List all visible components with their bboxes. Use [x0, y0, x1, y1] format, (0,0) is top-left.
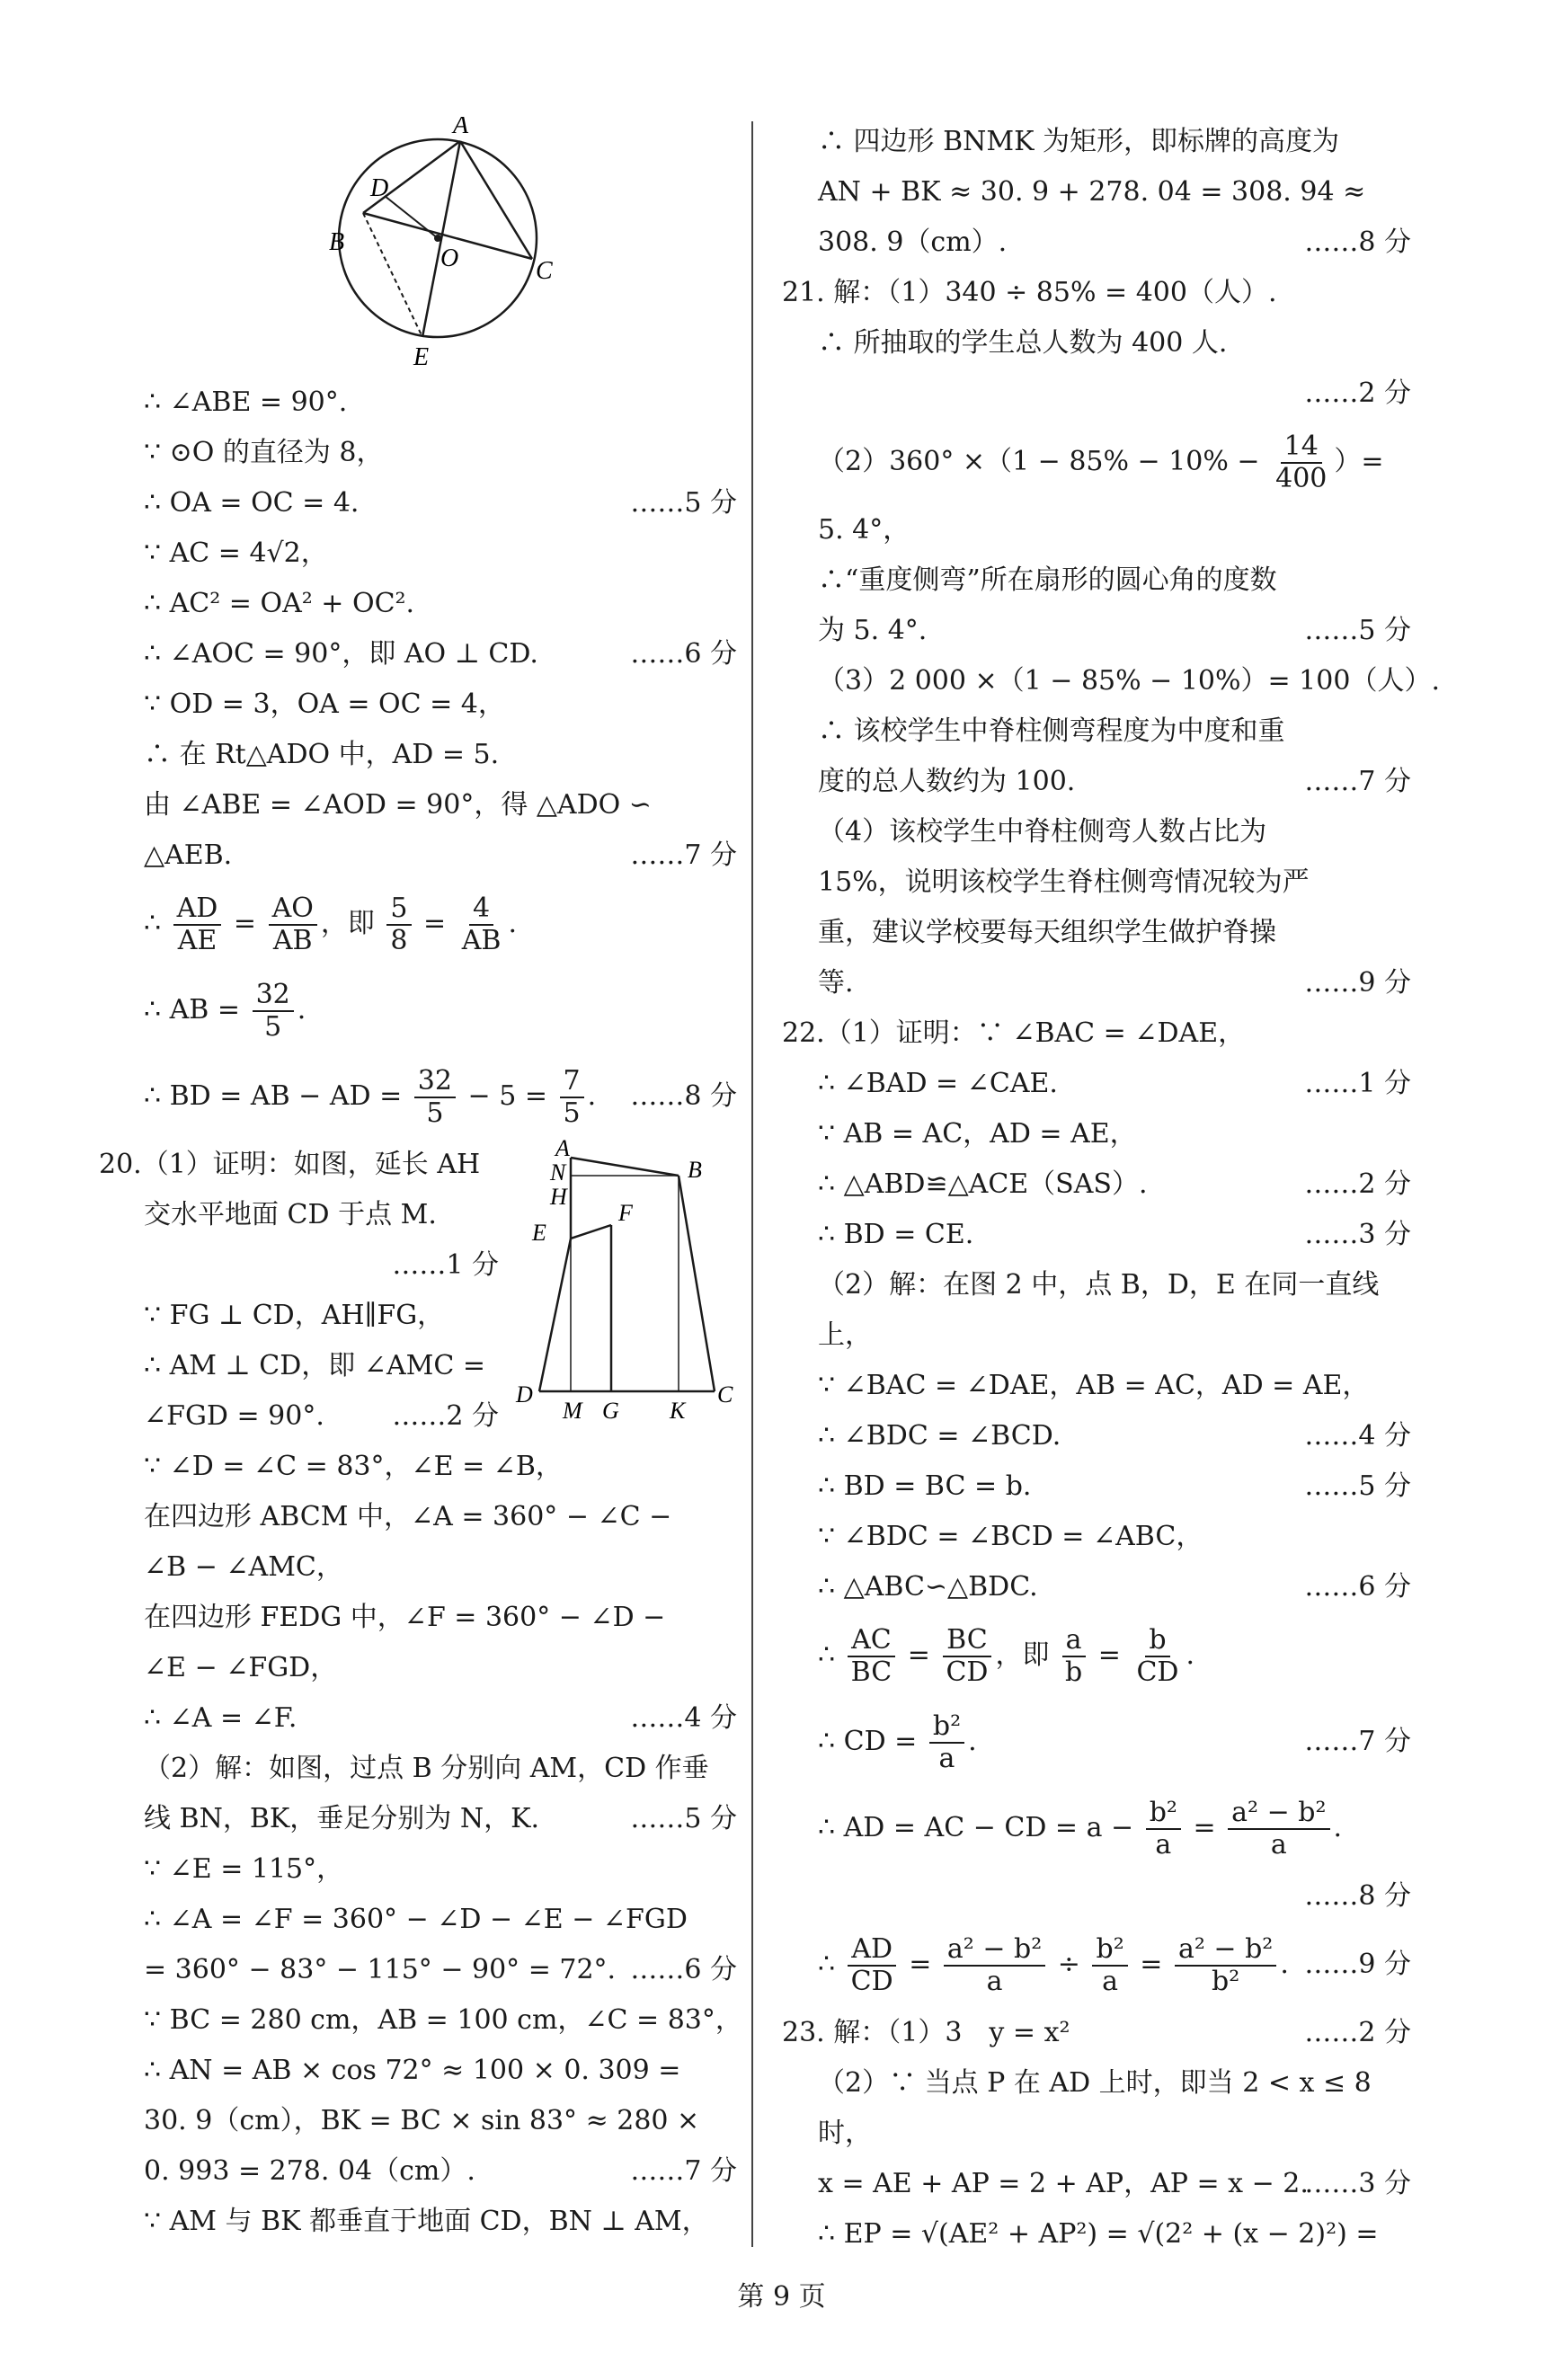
- denominator: CD: [946, 1656, 989, 1688]
- numerator: AD: [173, 893, 222, 927]
- text-line: （2）解：在图 2 中，点 B，D，E 在同一直线: [818, 1269, 1380, 1301]
- numerator: 4: [469, 893, 493, 927]
- text-line: 时，: [818, 2118, 872, 2149]
- text-line: 15%，说明该校学生脊柱侧弯情况较为严: [818, 866, 1310, 898]
- score-mark: ……5 分: [1304, 615, 1411, 646]
- text-line: [782, 1461, 1411, 1512]
- numerator: 14: [1281, 431, 1322, 465]
- text-span: =: [1193, 1812, 1216, 1843]
- numerator: b: [1145, 1625, 1169, 1658]
- numerator: a² − b²: [1228, 1798, 1329, 1831]
- numerator: 32: [253, 980, 294, 1013]
- fraction: [1132, 1625, 1182, 1689]
- fraction: [560, 1066, 584, 1130]
- text-span: .: [1186, 1639, 1195, 1671]
- score-mark: ……7 分: [1304, 766, 1411, 797]
- denominator: 8: [390, 925, 408, 956]
- denominator: a: [1155, 1829, 1172, 1860]
- text-line: ∴ 四边形 BNMK 为矩形，即标牌的高度为: [818, 126, 1340, 157]
- circle-diagram: [144, 117, 737, 377]
- score-mark: ……6 分: [630, 1954, 737, 1985]
- denominator: a: [1270, 1829, 1287, 1860]
- text-line: [782, 2159, 1411, 2209]
- text-line: [144, 2146, 737, 2197]
- text-line: 重，建议学校要每天组织学生做护脊操: [818, 917, 1276, 948]
- text-span: ∴ ∠BDC = ∠BCD.: [818, 1420, 1061, 1452]
- score-mark: ……9 分: [1304, 1949, 1411, 1980]
- text-line: 上，: [818, 1319, 872, 1351]
- text-line: ∵ FG ⊥ CD，AH∥FG，: [144, 1300, 445, 1331]
- text-span: 308. 9（cm）.: [818, 226, 1008, 258]
- score-mark: ……4 分: [1304, 1420, 1411, 1452]
- denominator: AB: [461, 925, 502, 956]
- text-line: [144, 1794, 737, 1844]
- text-span: ÷: [1057, 1949, 1080, 1980]
- segment-ae: [422, 141, 460, 337]
- numerator: b²: [1146, 1798, 1181, 1831]
- label-k: K: [670, 1398, 686, 1424]
- text-span: ∴ △ABD≌△ACE（SAS）.: [818, 1168, 1148, 1200]
- score-mark: ……7 分: [630, 2155, 737, 2187]
- denominator: a: [986, 1966, 1003, 1997]
- text-line: 在四边形 ABCM 中，∠A = 360° − ∠C −: [144, 1501, 672, 1532]
- text-span: .: [508, 908, 517, 939]
- text-span: .: [297, 994, 306, 1026]
- numerator: a² − b²: [944, 1934, 1045, 1967]
- denominator: CD: [850, 1966, 893, 1997]
- numerator: 7: [560, 1066, 584, 1099]
- text-line: （2）解：如图，过点 B 分别向 AM，CD 作垂: [144, 1753, 709, 1784]
- fraction: [1272, 431, 1330, 495]
- text-line: [782, 958, 1411, 1008]
- label-g: G: [602, 1398, 619, 1424]
- numerator: BC: [943, 1625, 991, 1658]
- text-span: ∠FGD = 90°.: [144, 1400, 324, 1432]
- score-mark: ……2 分: [392, 1400, 499, 1432]
- text-span: 23. 解：（1）3 y = x²: [782, 2017, 1070, 2048]
- denominator: AE: [177, 925, 218, 956]
- text-line: ∴ 该校学生中脊柱侧弯程度为中度和重: [818, 715, 1285, 747]
- fraction: [253, 980, 294, 1043]
- text-line: ∴“重度侧弯”所在扇形的圆心角的度数: [818, 564, 1277, 596]
- text-line: ∵ AB = AC，AD = AE，: [818, 1118, 1137, 1150]
- text-line: ∵ BC = 280 cm，AB = 100 cm，∠C = 83°，: [144, 2004, 742, 2036]
- numerator: 5: [386, 893, 411, 927]
- score-mark: ……8 分: [630, 1080, 737, 1112]
- numerator: a: [1062, 1625, 1086, 1658]
- text-span: ∴ BD = CE.: [818, 1219, 974, 1250]
- label-d: D: [370, 174, 389, 202]
- score-mark: ……2 分: [1304, 2017, 1411, 2048]
- fraction: [848, 1934, 897, 1998]
- text-line: （2）∵ 当点 P 在 AD 上时，即当 2 < x ≤ 8: [818, 2067, 1372, 2099]
- label-b: B: [688, 1157, 702, 1183]
- score-mark: ……1 分: [1304, 1068, 1411, 1099]
- text-span: ∴: [818, 1949, 836, 1980]
- text-span: ∴ BD = AB − AD =: [144, 1080, 403, 1112]
- denominator: 5: [264, 1011, 282, 1043]
- text-span: .: [1280, 1949, 1289, 1980]
- text-line: 20.（1）证明：如图，延长 AH: [99, 1149, 481, 1180]
- formula-line: [144, 1053, 737, 1140]
- text-line: [144, 1945, 737, 1995]
- fraction: [944, 1934, 1045, 1998]
- text-line: ∵ ∠BAC = ∠DAE，AB = AC，AD = AE，: [818, 1370, 1370, 1401]
- text-span: =: [909, 1949, 932, 1980]
- numerator: AD: [848, 1934, 896, 1967]
- text-span: ∴ ∠BAD = ∠CAE.: [818, 1068, 1058, 1099]
- text-span: ∴: [818, 1639, 836, 1671]
- text-span: ，即: [320, 908, 375, 939]
- score-mark: ……4 分: [630, 1702, 737, 1734]
- text-line: ∵ ∠E = 115°，: [144, 1853, 344, 1885]
- numerator: 32: [414, 1066, 456, 1099]
- score-mark: ……8 分: [1304, 226, 1411, 258]
- point-o: [434, 235, 441, 242]
- score-mark: ……3 分: [1304, 1219, 1411, 1250]
- fraction: [1146, 1798, 1181, 1861]
- text-line: [782, 218, 1411, 268]
- label-a: A: [453, 117, 469, 139]
- left-column: [99, 117, 742, 2247]
- label-b: B: [329, 228, 345, 256]
- text-line: AN + BK ≈ 30. 9 + 278. 04 = 308. 94 ≈: [818, 176, 1366, 208]
- text-span: ∴ △ABC∽△BDC.: [818, 1571, 1038, 1603]
- formula-line: [782, 419, 1411, 505]
- score-mark: ……7 分: [630, 839, 737, 871]
- text-line: 22.（1）证明：∵ ∠BAC = ∠DAE，: [782, 1017, 1246, 1049]
- figure-circle: [144, 117, 737, 377]
- score-mark: ……6 分: [630, 638, 737, 670]
- label-h: H: [550, 1184, 567, 1210]
- score-mark: ……2 分: [1304, 377, 1411, 409]
- formula-line: [782, 1699, 1411, 1785]
- text-span: .: [1333, 1812, 1343, 1843]
- text-span: 0. 993 = 278. 04（cm）.: [144, 2155, 475, 2187]
- text-span: .: [587, 1080, 597, 1112]
- fraction: [458, 893, 505, 957]
- column-divider: [751, 121, 753, 2247]
- fraction: [1061, 1625, 1086, 1689]
- text-span: =: [1097, 1639, 1121, 1671]
- text-span: ∴ ∠AOC = 90°，即 AO ⊥ CD.: [144, 638, 538, 670]
- text-line: ∴ ∠A = ∠F = 360° − ∠D − ∠E − ∠FGD: [144, 1904, 688, 1935]
- text-span: ∴ CD =: [818, 1726, 918, 1757]
- label-o: O: [440, 244, 459, 272]
- text-line: [782, 1871, 1411, 1922]
- text-line: （4）该校学生中脊柱侧弯人数占比为: [818, 816, 1267, 848]
- text-span: ∴ AD = AC − CD = a −: [818, 1812, 1134, 1843]
- text-line: [144, 1391, 499, 1442]
- text-line: ∴ 所抽取的学生总人数为 400 人.: [818, 327, 1228, 359]
- text-line: [144, 1693, 737, 1744]
- numerator: b²: [929, 1711, 964, 1745]
- text-span: =: [233, 908, 257, 939]
- fraction: [269, 893, 317, 957]
- denominator: 400: [1275, 463, 1328, 494]
- text-line: [144, 478, 737, 528]
- text-span: .: [968, 1726, 977, 1757]
- text-line: ∴ EP = √(AE² + AP²) = √(2² + (x − 2)²) =: [818, 2218, 1379, 2250]
- text-span: ∴ AB =: [144, 994, 241, 1026]
- formula-line: [144, 881, 737, 967]
- score-mark: ……5 分: [630, 487, 737, 519]
- text-line: （3）2 000 ×（1 − 85% − 10%）= 100（人）.: [818, 665, 1440, 697]
- denominator: b²: [1212, 1966, 1240, 1997]
- text-line: 5. 4°，: [818, 514, 910, 546]
- text-span: ∴ BD = BC = b.: [818, 1470, 1032, 1502]
- text-line: ∵ ∠BDC = ∠BCD = ∠ABC，: [818, 1521, 1203, 1552]
- fraction: [942, 1625, 991, 1689]
- text-span: − 5 =: [467, 1080, 547, 1112]
- text-span: ∴: [144, 908, 162, 939]
- text-span: =: [423, 908, 447, 939]
- text-line: [782, 369, 1411, 419]
- text-line: ∵ ∠D = ∠C = 83°，∠E = ∠B，: [144, 1451, 563, 1482]
- fraction: [1228, 1798, 1329, 1861]
- text-span: = 360° − 83° − 115° − 90° = 72°.: [144, 1954, 617, 1985]
- text-line: ∵ ⊙O 的直径为 8，: [144, 437, 384, 468]
- text-line: [782, 1210, 1411, 1260]
- segment-do: [385, 196, 438, 238]
- score-mark: ……6 分: [1304, 1571, 1411, 1603]
- score-mark: ……9 分: [1304, 967, 1411, 999]
- score-mark: ……5 分: [630, 1803, 737, 1834]
- text-line: [782, 1411, 1411, 1461]
- text-line: [782, 1059, 1411, 1109]
- text-line: ∴ AC² = OA² + OC².: [144, 588, 415, 619]
- text-line: 30. 9（cm），BK = BC × sin 83° ≈ 280 ×: [144, 2105, 700, 2136]
- score-mark: ……7 分: [1304, 1726, 1411, 1757]
- text-span: ∴ ∠A = ∠F.: [144, 1702, 298, 1734]
- denominator: b: [1065, 1656, 1083, 1688]
- fraction: [1092, 1934, 1127, 1998]
- text-line: [144, 830, 737, 881]
- numerator: a² − b²: [1175, 1934, 1276, 1967]
- text-span: 等.: [818, 967, 854, 999]
- segment-be: [363, 213, 422, 337]
- numerator: b²: [1092, 1934, 1127, 1967]
- text-line: ∵ AM 与 BK 都垂直于地面 CD，BN ⊥ AM，: [144, 2206, 709, 2237]
- fraction: [1175, 1934, 1276, 1998]
- fraction: [414, 1066, 456, 1130]
- q20-block: [99, 1140, 737, 1442]
- text-line: [782, 757, 1411, 807]
- text-line: [782, 606, 1411, 656]
- denominator: 5: [426, 1097, 444, 1129]
- denominator: CD: [1136, 1656, 1179, 1688]
- label-c: C: [717, 1381, 733, 1408]
- text-line: 由 ∠ABE = ∠AOD = 90°，得 △ADO ∽: [144, 789, 652, 821]
- text-line: 交水平地面 CD 于点 M.: [144, 1199, 437, 1230]
- text-line: ∠E − ∠FGD，: [144, 1652, 338, 1683]
- denominator: AB: [272, 925, 313, 956]
- label-a: A: [555, 1140, 570, 1161]
- label-c: C: [536, 257, 553, 285]
- text-span: ，即: [995, 1639, 1050, 1671]
- formula-line: [782, 1785, 1411, 1871]
- text-span: （2）360° ×（1 − 85% − 10% −: [818, 446, 1260, 477]
- text-line: ∴ AM ⊥ CD，即 ∠AMC =: [144, 1350, 485, 1381]
- text-span: 线 BN，BK，垂足分别为 N，K.: [144, 1803, 540, 1834]
- denominator: BC: [850, 1656, 893, 1688]
- label-f: F: [618, 1200, 633, 1226]
- score-mark: ……8 分: [1304, 1880, 1411, 1912]
- label-d: D: [516, 1381, 533, 1408]
- text-line: ∵ AC = 4√2，: [144, 537, 328, 569]
- label-e: E: [413, 343, 430, 371]
- text-span: =: [907, 1639, 930, 1671]
- text-span: △AEB.: [144, 839, 233, 871]
- formula-line: [144, 967, 737, 1053]
- score-mark: ……5 分: [1304, 1470, 1411, 1502]
- text-line: [782, 1159, 1411, 1210]
- text-line: [144, 1240, 499, 1291]
- text-line: ∴ ∠ABE = 90°.: [144, 386, 348, 418]
- score-mark: ……2 分: [1304, 1168, 1411, 1200]
- text-line: [782, 1562, 1411, 1612]
- text-line: ∵ OD = 3，OA = OC = 4，: [144, 688, 505, 720]
- fraction: [173, 893, 222, 957]
- label-m: M: [563, 1398, 582, 1424]
- numerator: AC: [848, 1625, 895, 1658]
- text-line: ∠B − ∠AMC，: [144, 1551, 343, 1583]
- text-span: ）=: [1334, 446, 1384, 477]
- denominator: 5: [563, 1097, 581, 1129]
- fraction: [929, 1711, 964, 1775]
- score-mark: ……3 分: [1304, 2168, 1411, 2199]
- text-line: ∴ 在 Rt△ADO 中，AD = 5.: [144, 739, 500, 770]
- numerator: AO: [269, 893, 317, 927]
- text-line: [782, 2008, 1411, 2058]
- text-span: x = AE + AP = 2 + AP，AP = x − 2.: [818, 2168, 1309, 2199]
- right-column: [782, 117, 1440, 2260]
- formula-line: [782, 1612, 1411, 1699]
- text-line: 21. 解：（1）340 ÷ 85% = 400（人）.: [782, 277, 1277, 308]
- formula-line: [782, 1922, 1411, 2008]
- text-span: =: [1140, 1949, 1163, 1980]
- label-n: N: [550, 1159, 566, 1186]
- text-line: ∴ AN = AB × cos 72° ≈ 100 × 0. 309 =: [144, 2055, 681, 2086]
- label-e: E: [532, 1220, 546, 1246]
- denominator: a: [1102, 1966, 1119, 1997]
- page-number: 第 9 页: [737, 2281, 826, 2313]
- text-span: ∴ OA = OC = 4.: [144, 487, 360, 519]
- text-span: 为 5. 4°.: [818, 615, 928, 646]
- denominator: a: [938, 1743, 955, 1774]
- fraction: [386, 893, 411, 957]
- fraction: [848, 1625, 896, 1689]
- text-line: 在四边形 FEDG 中，∠F = 360° − ∠D −: [144, 1602, 666, 1633]
- score-mark: ……1 分: [392, 1249, 499, 1281]
- text-line: [144, 629, 737, 679]
- text-span: 度的总人数约为 100.: [818, 766, 1076, 797]
